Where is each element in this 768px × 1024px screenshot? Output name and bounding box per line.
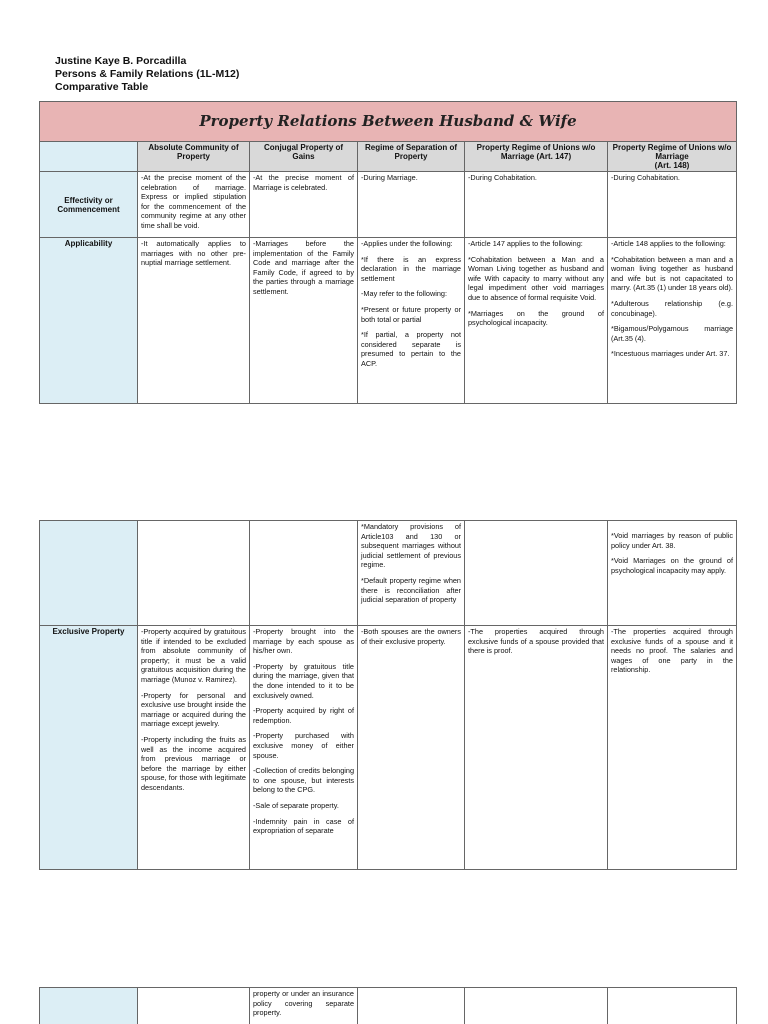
course-name: Persons & Family Relations (1L-M12) bbox=[55, 68, 240, 80]
list-item: *If partial, a property not considered separate is presumed to pertain to the ACP. bbox=[361, 330, 461, 368]
list-item: *If there is an express declaration in the marriage settlement bbox=[361, 254, 461, 283]
cell-applicability-acp: -It automatically applies to marriages with no other pre-nuptial marriage settlement. bbox=[138, 238, 250, 404]
cell-applicability-art148 bbox=[608, 238, 737, 404]
cell-applicability-art148-continued bbox=[608, 521, 737, 626]
table-row bbox=[40, 988, 737, 1024]
list-item: *Marriages on the ground of psychological incapacity. bbox=[468, 308, 604, 328]
list-item: -Property for personal and exclusive use brought inside the marriage or acquired during the marriage except jewelry. bbox=[141, 690, 246, 729]
cell-effectivity-acp: -At the precise moment of the celebration of marriage. Express or implied stipulation for the commencement of the community regime at any other time shall be void. bbox=[138, 172, 250, 238]
corner-cell bbox=[40, 142, 138, 172]
cell-empty bbox=[608, 988, 737, 1024]
cell-effectivity-art147: -During Cohabitation. bbox=[465, 172, 608, 238]
table-row bbox=[40, 238, 737, 404]
cell-empty bbox=[358, 988, 465, 1024]
list-item: -Property including the fruits as well as the income acquired from previous marriage or before the marriage by either spouse, for those with legitimate descendants. bbox=[141, 734, 246, 792]
cell-effectivity-separation: -During Marriage. bbox=[358, 172, 465, 238]
cell-exclusive-art147: -The properties acquired through exclusive funds of a spouse provided that there is proof. bbox=[465, 626, 608, 870]
document-type: Comparative Table bbox=[55, 81, 149, 93]
list-item: -Article 148 applies to the following: bbox=[611, 239, 726, 248]
document-header bbox=[55, 55, 239, 94]
cell-exclusive-separation: -Both spouses are the owners of their exclusive property. bbox=[358, 626, 465, 870]
list-item: *Adulterous relationship (e.g. concubinage). bbox=[611, 298, 734, 318]
list-item: *Present or future property or both total or partial bbox=[361, 304, 461, 324]
author-name: Justine Kaye B. Porcadilla bbox=[55, 55, 187, 67]
cell-exclusive-acp bbox=[138, 626, 250, 870]
table-row bbox=[40, 172, 737, 238]
cell-applicability-separation-continued bbox=[358, 521, 465, 626]
list-item: -Indemnity pain in case of expropriation of separate bbox=[253, 816, 354, 836]
cell-empty bbox=[138, 988, 250, 1024]
list-item: *Bigamous/Polygamous marriage (Art.35 (4). bbox=[611, 324, 734, 343]
list-item: -Applies under the following: bbox=[361, 239, 453, 248]
cell-applicability-cpg: -Marriages before the implementation of the Family Code and marriage after the Family Code, if agreed to by the parties through a marriage settlement. bbox=[250, 238, 358, 404]
list-item: -Property acquired by gratuitous title if intended to be excluded from absolute community of property; it must be a valid gratuitous acquisition during the marriage (Munoz v. Ramirez). bbox=[141, 627, 246, 684]
comparative-table-part-2 bbox=[39, 520, 737, 870]
column-header-separation: Regime of Separation of Property bbox=[358, 142, 465, 172]
list-item: -Sale of separate property. bbox=[253, 800, 339, 810]
row-header-applicability: Applicability bbox=[40, 238, 138, 404]
list-item: *Cohabitation between a man and a woman living together as husband and wife but is not capacitated to marry. (Art.35 (1) under 18 years old). bbox=[611, 254, 734, 293]
list-item: *Cohabitation between a Man and a Woman Living together as husband and wife With capacity to marry without any legal impediment other void marriages due to absence of formal requisite Void. bbox=[468, 254, 604, 302]
cell-exclusive-cpg bbox=[250, 626, 358, 870]
row-header-applicability-continued bbox=[40, 521, 138, 626]
list-item: *Void Marriages on the ground of psychological incapacity may apply. bbox=[611, 556, 733, 575]
column-header-art148: Property Regime of Unions w/o Marriage (Art. 148) bbox=[608, 142, 737, 172]
row-header-exclusive-continued bbox=[40, 988, 138, 1024]
list-item: -May refer to the following: bbox=[361, 289, 447, 299]
cell-empty bbox=[465, 988, 608, 1024]
cell-effectivity-cpg: -At the precise moment of Marriage is celebrated. bbox=[250, 172, 358, 238]
column-header-art147: Property Regime of Unions w/o Marriage (Art. 147) bbox=[465, 142, 608, 172]
list-item: *Mandatory provisions of Article103 and 130 or subsequent marriages without judicial settlement of previous regime. bbox=[361, 522, 461, 570]
table-row bbox=[40, 626, 737, 870]
list-item: *Incestuous marriages under Art. 37. bbox=[611, 349, 730, 359]
list-item: -Article 147 applies to the following: bbox=[468, 239, 583, 248]
cell-applicability-separation bbox=[358, 238, 465, 404]
cell-empty bbox=[250, 521, 358, 626]
cell-applicability-art147 bbox=[465, 238, 608, 404]
list-item: -Property acquired by right of redemption. bbox=[253, 706, 354, 725]
list-item: -Collection of credits belonging to one spouse, but interests belong to the CPG. bbox=[253, 766, 354, 795]
row-header-effectivity: Effectivity or Commencement bbox=[40, 172, 138, 238]
list-item: -Property brought into the marriage by each spouse as his/her own. bbox=[253, 627, 354, 656]
list-item: -Property by gratuitous title during the marriage, given that the done intended to it to be exclusively owned. bbox=[253, 661, 354, 700]
cell-empty bbox=[138, 521, 250, 626]
list-item: *Default property regime when there is reconciliation after judicial separation of property bbox=[361, 575, 461, 605]
row-header-exclusive-property: Exclusive Property bbox=[40, 626, 138, 870]
comparative-table-part-3 bbox=[39, 987, 737, 1024]
column-header-acp: Absolute Community of Property bbox=[138, 142, 250, 172]
list-item: -Property purchased with exclusive money of either spouse. bbox=[253, 731, 354, 760]
table-title: Property Relations Between Husband & Wife bbox=[40, 102, 737, 142]
column-header-cpg: Conjugal Property of Gains bbox=[250, 142, 358, 172]
cell-exclusive-cpg-continued: property or under an insurance policy covering separate property. bbox=[250, 988, 358, 1024]
cell-effectivity-art148: -During Cohabitation. bbox=[608, 172, 737, 238]
comparative-table-part-1 bbox=[39, 101, 737, 404]
cell-empty bbox=[465, 521, 608, 626]
cell-exclusive-art148: -The properties acquired through exclusive funds of a spouse and it needs no proof. The salaries and wages of one party in the relationship. bbox=[608, 626, 737, 870]
table-row bbox=[40, 521, 737, 626]
list-item: *Void marriages by reason of public policy under Art. 38. bbox=[611, 531, 733, 550]
